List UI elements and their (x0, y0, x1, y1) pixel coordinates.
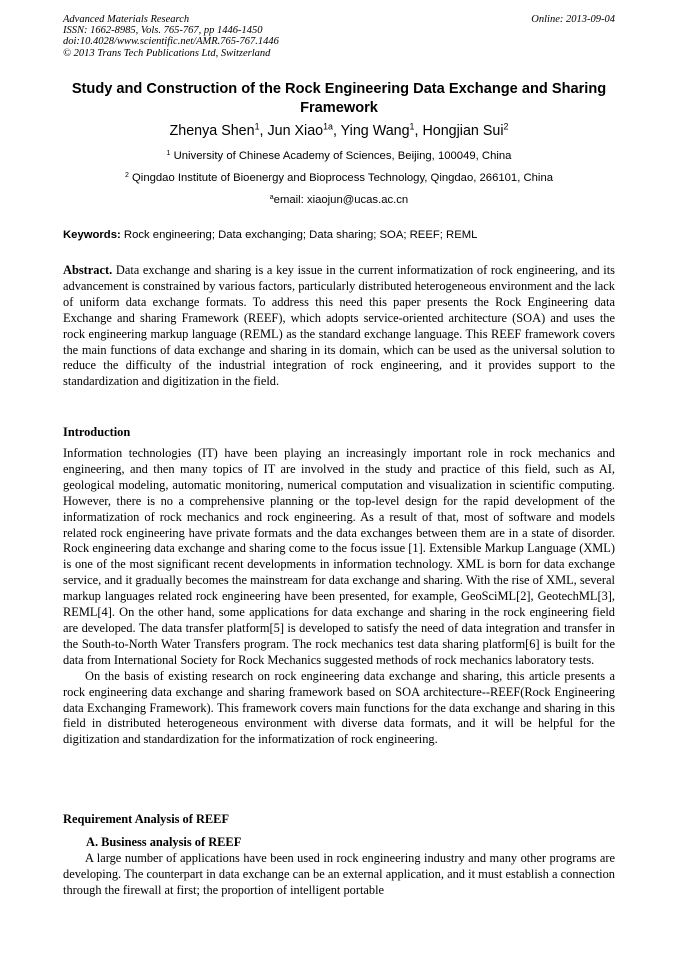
author-name: Jun Xiao (267, 123, 324, 139)
author-affiliation-mark: 1 (254, 121, 260, 132)
author-name: Zhenya Shen (169, 123, 255, 139)
issn-line: ISSN: 1662-8985, Vols. 765-767, pp 1446-1450 (63, 25, 263, 37)
affiliation-text: University of Chinese Academy of Sciences, Beijing, 100049, China (173, 150, 512, 162)
keywords-text: Rock engineering; Data exchanging; Data sharing; SOA; REEF; REML (123, 229, 478, 241)
abstract-label: Abstract. (63, 263, 113, 277)
keywords-label: Keywords: (63, 229, 121, 241)
online-date: Online: 2013-09-04 (531, 14, 615, 25)
paragraph: On the basis of existing research on rock engineering data exchange and sharing, this article presents a rock engineering data exchange and sharing framework based on SOA architecture--REEF(Rock Engineering data Exchanging Framework). This framework covers main functions for the data exchange and sharing in this field in distributed heterogeneous environment with diverse data formats, and it will be helpful for the digitization and standardization for the informatization of rock engineering. (63, 668, 615, 747)
affiliation-2 (63, 171, 615, 185)
business-analysis-subheading: A. Business analysis of REEF (86, 835, 242, 849)
paper-title: Study and Construction of the Rock Engineering Data Exchange and Sharing Framework (71, 81, 607, 116)
introduction-heading: Introduction (63, 425, 131, 439)
author-affiliation-mark: 1a (323, 121, 333, 132)
keywords (63, 228, 615, 242)
running-header (63, 14, 615, 59)
author-name: Ying Wang (340, 123, 410, 139)
author-name: Hongjian Sui (422, 123, 504, 139)
paragraph: A large number of applications have been used in rock engineering industry and many other programs are developing. The counterpart in data exchange can be an external application, and it must establish a connection through the firewall at first; the proportion of intelligent portable (63, 851, 615, 897)
email-text: email: xiaojun@ucas.ac.cn (273, 194, 409, 206)
affiliation-mark: 1 (166, 149, 171, 157)
author-affiliation-mark: 1 (409, 121, 415, 132)
author-email (63, 193, 615, 207)
affiliation-text: Qingdao Institute of Bioenergy and Bioprocess Technology, Qingdao, 266101, China (132, 172, 554, 184)
paragraph: Information technologies (IT) have been playing an increasingly important role in rock mechanics and engineering, and then many topics of IT are involved in the study and practice of this field, such as AI, geological modeling, automatic monitoring, numerical computation and visualization in scientific computing. However, there is no a comprehensive planning or the top-level design for the rapid development of the informatization of rock mechanics and rock engineering. As a result of that, most of software and models related rock engineering have private formats and the data exchanges between them are in a state of disorder. Rock engineering data exchange and sharing come to the focus issue [1]. Extensible Markup Language (XML) is one of the most significant recent developments in information technology. XML is born for data exchange service, and it gradually becomes the mainstream for data exchange and sharing. With the rise of XML, several markup languages related rock engineering have been presented, for example, GeoSciML[2], GeotechML[3], REML[4]. On the other hand, some applications for data exchange and sharing in the rock engineering field are developed. The data transfer platform[5] is developed to satisfy the need of data integration and transfer in the South-to-North Water Transfers program. The rock mechanics test data sharing platform[6] is built for the data from International Society for Rock Mechanics suggested methods of rock mechanics laboratory tests. (63, 446, 615, 667)
requirement-body (63, 851, 615, 899)
author-affiliation-mark: 2 (503, 121, 509, 132)
email-mark: a (269, 193, 274, 201)
copyright-line: © 2013 Trans Tech Publications Ltd, Switzerland (63, 47, 271, 59)
affiliation-mark: 2 (124, 171, 129, 179)
introduction-body (63, 446, 615, 748)
author-list: Zhenya Shen$^1$, Jun Xiao$^{1a}$, Ying Wang$^1$, Hongjian Sui$^2$ (169, 121, 509, 139)
requirement-heading: Requirement Analysis of REEF (63, 812, 230, 826)
doi-line: doi:10.4028/www.scientific.net/AMR.765-767.1446 (63, 36, 279, 48)
abstract (63, 263, 615, 390)
journal-name: Advanced Materials Research (63, 14, 190, 25)
affiliation-1 (63, 149, 615, 163)
abstract-text: Data exchange and sharing is a key issue in the current informatization of rock engineering, and its advancement is constrained by various factors, particularly distributed heterogeneous environment and the lack of uniform data exchange formats. To address this need this paper presents the Rock Engineering data Exchange and sharing Framework (REEF), which adopts service-oriented architecture (SOA) and uses the rock engineering markup language (REML) as the standard exchange language. This REEF framework covers the main functions of data exchange and sharing in its domain, which can be used as the universal solution to reduce the difficulty of the industrial integration of rock engineering, and it provides support to the standardization and digitization in the field. (63, 263, 615, 389)
